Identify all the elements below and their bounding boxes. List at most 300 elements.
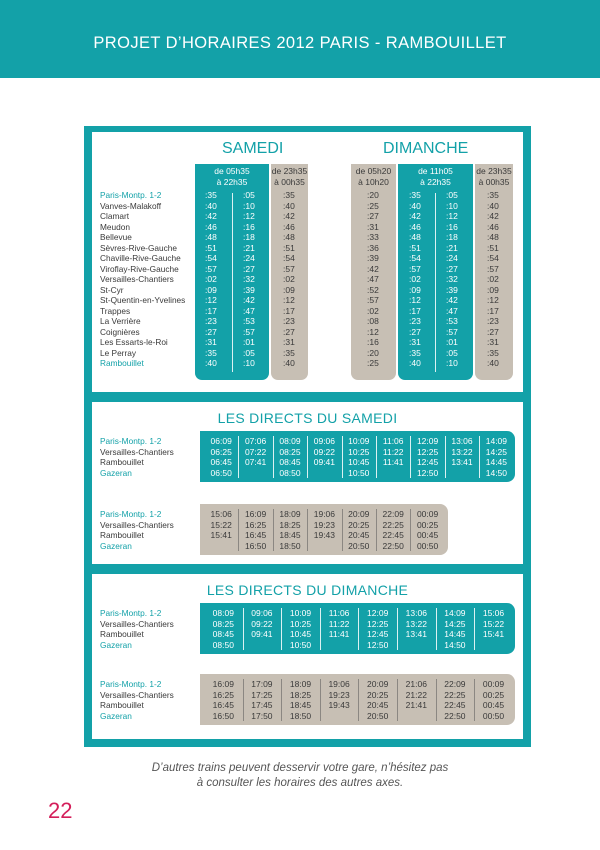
departure-minute: :40	[205, 358, 217, 368]
directs-samedi-day-block	[200, 431, 515, 482]
departure-time: 00:09	[482, 679, 505, 689]
column-divider	[281, 679, 282, 721]
departure-time: 15:41	[210, 530, 232, 540]
station-name: Paris-Montp. 1-2	[100, 679, 162, 689]
departure-minute: :10	[446, 200, 458, 211]
departure-minute: :09	[283, 284, 295, 295]
departure-minute: :24	[446, 253, 458, 263]
departure-minute: :02	[283, 274, 295, 284]
departure-minute: :17	[283, 305, 295, 316]
departure-minute: :42	[283, 211, 295, 221]
column-divider	[342, 436, 343, 478]
column-divider	[281, 608, 282, 650]
column-divider	[320, 608, 321, 650]
train-column	[376, 436, 410, 478]
minutes-list	[205, 190, 217, 369]
departure-time: 00:45	[416, 530, 439, 540]
train-column	[243, 608, 282, 650]
departure-time: 12:50	[416, 467, 439, 478]
station-name: Rambouillet	[100, 530, 144, 540]
departure-minute: :40	[283, 358, 295, 368]
departure-time: 19:43	[313, 530, 336, 540]
departure-time: 16:25	[244, 519, 267, 530]
departure-time: 18:25	[279, 519, 301, 530]
departure-minute: :35	[283, 190, 295, 200]
dimanche-night-header	[475, 164, 513, 189]
station-list	[100, 608, 174, 650]
departure-minute: :12	[446, 211, 458, 221]
departure-time: 14:45	[444, 629, 466, 639]
minutes-list	[243, 190, 255, 369]
departure-time: 09:22	[313, 446, 336, 457]
station-name: La Verrière	[100, 316, 141, 326]
station-name: Trappes	[100, 305, 131, 316]
train-column	[307, 509, 341, 551]
header-line: de 23h35	[271, 166, 308, 176]
departure-time: 06:50	[210, 467, 232, 478]
departure-time	[307, 541, 341, 552]
departure-minute: :17	[409, 305, 421, 316]
departure-minute: :51	[409, 242, 421, 253]
departure-time: 13:22	[451, 446, 473, 457]
train-column	[376, 509, 410, 551]
departure-time: 11:41	[382, 457, 404, 467]
departure-minute: :42	[409, 211, 421, 221]
column-divider	[376, 509, 377, 551]
note-line: D’autres trains peuvent desservir votre gare, n’hésitez pas	[151, 762, 449, 774]
departure-time: 14:25	[444, 618, 466, 629]
train-column	[410, 509, 444, 551]
dimanche-heading: DIMANCHE	[383, 140, 469, 157]
departure-minute: :54	[487, 253, 499, 263]
departure-time: 08:25	[212, 618, 234, 629]
departure-time: 22:25	[382, 519, 404, 530]
departure-minute: :18	[243, 232, 255, 242]
station-name: Viroflay-Rive-Gauche	[100, 263, 179, 274]
train-column	[238, 436, 272, 478]
departure-time: 17:25	[251, 689, 273, 700]
departure-minute: :09	[205, 284, 217, 295]
departure-time: 20:45	[367, 700, 389, 710]
samedi-day-header	[195, 164, 269, 189]
station-list	[100, 679, 174, 721]
station-name: Clamart	[100, 211, 130, 221]
departure-minute: :48	[205, 232, 217, 242]
departure-minute: :02	[487, 274, 499, 284]
column-divider	[307, 509, 308, 551]
departure-time: 10:25	[289, 618, 312, 629]
departure-time: 09:41	[313, 457, 336, 467]
column-divider	[342, 509, 343, 551]
header-line: de 11h05	[418, 166, 453, 176]
departure-minute: :57	[243, 326, 255, 337]
departure-time: 10:50	[348, 467, 370, 478]
departure-minute: :53	[243, 316, 255, 326]
departure-time: 14:09	[444, 608, 466, 618]
departure-time: 12:25	[367, 618, 389, 629]
departure-time: 13:41	[451, 457, 473, 467]
departure-minute: :57	[446, 326, 458, 337]
minutes-list	[409, 190, 421, 369]
column-divider	[435, 193, 436, 372]
station-name: Versailles-Chantiers	[100, 519, 174, 530]
minutes-list	[487, 190, 499, 369]
departure-minute: :35	[283, 347, 295, 358]
departure-minute: :31	[487, 337, 499, 347]
departure-time: 10:50	[289, 639, 312, 650]
minutes-list	[367, 190, 379, 369]
station-name: Paris-Montp. 1-2	[100, 436, 162, 446]
train-column	[342, 509, 376, 551]
departure-time: 09:06	[313, 436, 336, 446]
departure-minute: :57	[409, 263, 421, 274]
header-line: à 00h35	[478, 177, 510, 187]
column-divider	[243, 679, 244, 721]
departure-time	[445, 468, 479, 479]
header-line: à 10h20	[358, 177, 389, 187]
departure-time: 17:50	[251, 710, 273, 721]
departure-time: 15:06	[210, 509, 232, 519]
departure-minute: :27	[243, 263, 255, 274]
departure-minute: :21	[243, 242, 255, 253]
departure-time: 11:41	[328, 629, 350, 639]
departure-time	[238, 468, 272, 479]
column-divider	[238, 509, 239, 551]
departure-time: 16:45	[212, 700, 234, 710]
departure-time: 06:09	[210, 436, 232, 446]
departure-time: 08:45	[279, 457, 301, 467]
train-column	[358, 679, 397, 721]
departure-minute: :23	[205, 316, 217, 326]
station-name: Versailles-Chantiers	[100, 274, 174, 284]
departure-minute: :17	[487, 305, 499, 316]
departure-time: 14:50	[444, 639, 466, 650]
header-line: de 05h35	[214, 166, 250, 176]
departure-time: 20:25	[348, 519, 370, 530]
departure-time: 20:50	[348, 540, 370, 551]
departure-time: 09:41	[251, 629, 273, 639]
column-divider	[474, 608, 475, 650]
departure-time: 08:50	[279, 467, 301, 478]
departure-time: 17:45	[251, 700, 273, 710]
departure-time: 11:06	[328, 608, 350, 618]
departure-minute: :48	[487, 232, 499, 242]
timetable-frame	[84, 126, 531, 747]
page-header	[0, 0, 600, 78]
departure-minute: :35	[409, 190, 421, 200]
column-divider	[358, 608, 359, 650]
departure-time: 18:09	[279, 509, 301, 519]
departure-time: 18:45	[289, 700, 312, 710]
departure-time: 19:23	[313, 519, 336, 530]
train-column	[238, 509, 272, 551]
dimanche-morning-column	[351, 189, 396, 380]
note-line: à consulter les horaires des autres axes.	[196, 777, 404, 789]
station-name: Gazeran	[100, 639, 132, 650]
departure-time: 12:50	[367, 639, 389, 650]
column-divider	[376, 436, 377, 478]
station-list	[100, 509, 174, 551]
departure-time: 00:50	[416, 540, 439, 551]
column-divider	[238, 436, 239, 478]
departure-time: 20:25	[367, 689, 389, 700]
departure-minute: :48	[283, 232, 295, 242]
departure-time: 22:25	[444, 689, 466, 700]
minutes-list	[446, 190, 458, 369]
departure-minute: :05	[243, 190, 255, 200]
departure-minute: :05	[446, 347, 458, 358]
column-divider	[410, 509, 411, 551]
station-name: Coignières	[100, 326, 140, 337]
departure-time: 11:06	[382, 436, 404, 446]
header-line: de 23h35	[476, 166, 512, 176]
departure-time: 11:22	[328, 618, 350, 629]
departure-minute: :27	[283, 326, 295, 337]
station-name: Rambouillet	[100, 629, 144, 639]
departure-minute: :52	[367, 284, 379, 295]
directs-dimanche-panel	[92, 574, 523, 739]
departure-time: 09:22	[251, 618, 273, 629]
departure-minute: :57	[367, 295, 379, 305]
column-divider	[445, 436, 446, 478]
departure-minute: :35	[205, 190, 217, 200]
column-divider	[243, 608, 244, 650]
departure-time: 00:09	[416, 509, 439, 519]
departure-time: 00:45	[482, 700, 505, 710]
station-name: Versailles-Chantiers	[100, 618, 174, 629]
directs-dimanche-day-block	[200, 603, 515, 654]
departure-time: 18:50	[289, 710, 312, 721]
station-name: Gazeran	[100, 710, 132, 721]
dimanche-day-column	[398, 189, 473, 380]
departure-minute: :25	[367, 358, 379, 368]
header-line: à 22h35	[420, 177, 451, 187]
departure-time: 08:09	[212, 608, 234, 618]
directs-samedi-evening-block	[200, 504, 448, 555]
departure-minute: :42	[205, 211, 217, 221]
departure-time: 13:22	[405, 618, 427, 629]
departure-minute: :16	[446, 221, 458, 232]
departure-minute: :32	[243, 274, 255, 284]
page-title: PROJET D’HORAIRES 2012 PARIS - RAMBOUILLET	[93, 34, 507, 52]
departure-minute: :02	[367, 305, 379, 316]
samedi-night-column	[271, 189, 308, 380]
departure-minute: :01	[446, 337, 458, 347]
departure-time: 11:22	[382, 446, 404, 457]
train-column	[436, 608, 475, 650]
departure-time: 00:25	[416, 519, 439, 530]
train-column	[436, 679, 475, 721]
departure-minute: :05	[243, 347, 255, 358]
departure-time: 18:09	[289, 679, 312, 689]
departure-time: 20:50	[367, 710, 389, 721]
train-column	[320, 608, 359, 650]
regular-timetable-panel	[92, 132, 523, 392]
departure-minute: :24	[243, 253, 255, 263]
station-name: St-Quentin-en-Yvelines	[100, 295, 186, 305]
station-name: Versailles-Chantiers	[100, 689, 174, 700]
departure-minute: :12	[205, 295, 217, 305]
column-divider	[273, 509, 274, 551]
departure-time: 16:45	[244, 530, 267, 540]
station-list	[100, 436, 174, 478]
departure-time: 16:09	[212, 679, 234, 689]
station-name: Vanves-Malakoff	[100, 200, 162, 211]
train-column	[273, 509, 307, 551]
station-name: Meudon	[100, 221, 130, 232]
header-line: à 22h35	[216, 177, 248, 187]
departure-minute: :02	[205, 274, 217, 284]
departure-minute: :40	[409, 358, 421, 368]
departure-minute: :10	[243, 200, 255, 211]
departure-time: 07:22	[244, 446, 267, 457]
departure-time: 12:09	[367, 608, 389, 618]
departure-time: 08:45	[212, 629, 234, 639]
station-name: Sèvres-Rive-Gauche	[100, 242, 178, 253]
departure-minute: :35	[487, 190, 499, 200]
departure-minute: :12	[283, 295, 295, 305]
departure-time: 16:50	[212, 710, 234, 721]
header-line: à 00h35	[274, 177, 305, 187]
footer-note	[0, 761, 600, 791]
departure-time: 18:25	[289, 689, 312, 700]
departure-time: 21:22	[405, 689, 427, 700]
dimanche-day-header	[398, 164, 473, 189]
station-name: Gazeran	[100, 467, 132, 478]
departure-minute: :51	[487, 242, 499, 253]
departure-time: 20:45	[348, 530, 370, 540]
departure-time	[307, 468, 341, 479]
departure-time	[320, 711, 359, 722]
departure-time: 22:09	[382, 509, 404, 519]
train-column	[474, 608, 513, 650]
departure-minute: :46	[487, 221, 499, 232]
departure-minute: :27	[446, 263, 458, 274]
departure-minute: :40	[487, 358, 499, 368]
departure-time: 22:50	[382, 540, 404, 551]
column-divider	[436, 679, 437, 721]
station-name: Les Essarts-le-Roi	[100, 337, 168, 347]
departure-time: 22:45	[382, 530, 404, 540]
departure-time: 18:50	[279, 540, 301, 551]
departure-minute: :12	[243, 211, 255, 221]
departure-minute: :20	[367, 190, 379, 200]
departure-minute: :21	[446, 242, 458, 253]
departure-minute: :32	[446, 274, 458, 284]
departure-time: 21:41	[405, 700, 427, 710]
departure-time: 12:25	[416, 446, 439, 457]
departure-minute: :10	[243, 358, 255, 368]
departure-time: 19:23	[328, 689, 350, 700]
train-column	[281, 608, 320, 650]
departure-time	[397, 640, 436, 651]
train-column	[204, 679, 243, 721]
departure-time: 22:09	[444, 679, 466, 689]
departure-time: 19:06	[313, 509, 336, 519]
departure-time: 22:45	[444, 700, 466, 710]
departure-minute: :47	[243, 305, 255, 316]
departure-minute: :23	[409, 316, 421, 326]
departure-minute: :42	[367, 263, 379, 274]
column-divider	[320, 679, 321, 721]
train-column	[307, 436, 341, 478]
departure-time: 10:09	[289, 608, 312, 618]
departure-minute: :57	[205, 263, 217, 274]
column-divider	[232, 193, 233, 372]
directs-dimanche-evening-block	[200, 674, 515, 725]
departure-minute: :27	[367, 211, 379, 221]
departure-minute: :40	[205, 200, 217, 211]
dimanche-morning-header	[351, 164, 396, 189]
station-name: Gazeran	[100, 540, 132, 551]
departure-minute: :57	[487, 263, 499, 274]
departure-minute: :25	[367, 200, 379, 211]
departure-minute: :46	[205, 221, 217, 232]
departure-minute: :09	[409, 284, 421, 295]
departure-minute: :10	[446, 358, 458, 368]
departure-time: 00:25	[482, 689, 505, 700]
departure-time: 20:09	[367, 679, 389, 689]
train-column	[479, 436, 513, 478]
departure-minute: :35	[487, 347, 499, 358]
departure-minute: :54	[283, 253, 295, 263]
departure-time: 15:06	[482, 608, 505, 618]
departure-time: 13:06	[451, 436, 473, 446]
directs-samedi-panel	[92, 402, 523, 564]
departure-time: 16:50	[244, 540, 267, 551]
column-divider	[307, 436, 308, 478]
departure-time: 19:06	[328, 679, 350, 689]
departure-time: 08:25	[279, 446, 301, 457]
dimanche-night-column	[475, 189, 513, 380]
departure-time	[243, 640, 282, 651]
column-divider	[479, 436, 480, 478]
column-divider	[273, 436, 274, 478]
header-line: de 05h20	[355, 166, 392, 176]
departure-minute: :42	[446, 295, 458, 305]
departure-minute: :02	[409, 274, 421, 284]
departure-minute: :39	[243, 284, 255, 295]
departure-minute: :35	[205, 347, 217, 358]
departure-time: 14:50	[485, 467, 508, 478]
departure-minute: :47	[367, 274, 379, 284]
train-column	[243, 679, 282, 721]
samedi-heading: SAMEDI	[222, 140, 284, 157]
departure-minute: :31	[409, 337, 421, 347]
departure-minute: :09	[487, 284, 499, 295]
station-name: St-Cyr	[100, 284, 124, 295]
departure-time: 15:41	[482, 629, 505, 639]
departure-time: 16:09	[244, 509, 267, 519]
departure-time: 13:41	[405, 629, 427, 639]
departure-time: 14:25	[485, 446, 508, 457]
departure-minute: :27	[487, 326, 499, 337]
train-column	[281, 679, 320, 721]
samedi-day-column	[195, 189, 269, 380]
column-divider	[397, 679, 398, 721]
departure-minute: :20	[367, 347, 379, 358]
station-name: Rambouillet	[100, 457, 144, 467]
departure-time: 18:45	[279, 530, 301, 540]
page-number: 22	[48, 798, 73, 823]
departure-minute: :51	[205, 242, 217, 253]
station-name: Chaville-Rive-Gauche	[100, 253, 181, 263]
departure-minute: :16	[367, 337, 379, 347]
departure-time: 20:09	[348, 509, 370, 519]
train-column	[397, 679, 436, 721]
departure-minute: :39	[446, 284, 458, 295]
departure-minute: :54	[205, 253, 217, 263]
